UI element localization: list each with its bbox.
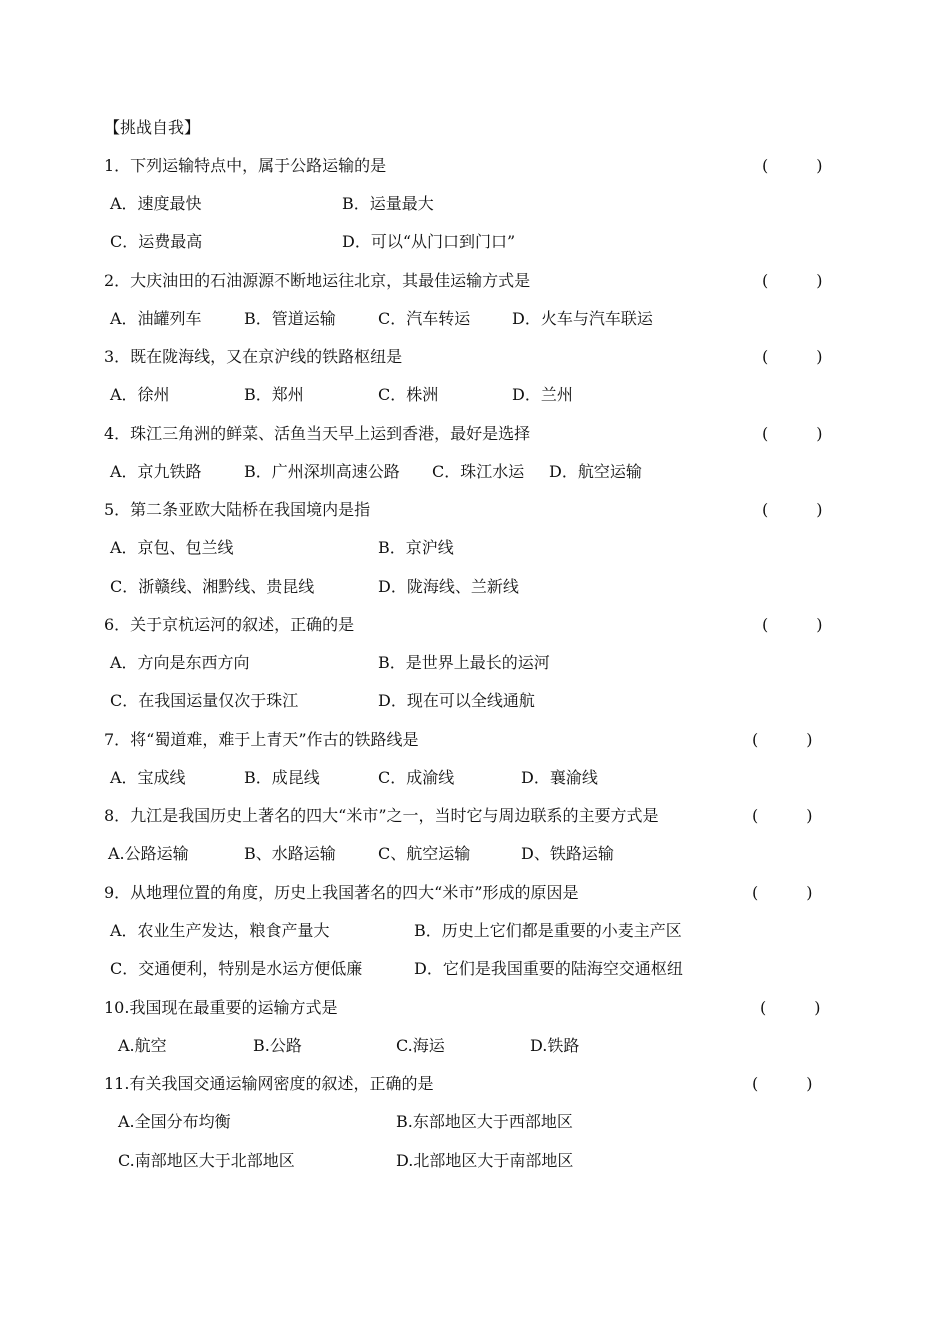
question-6-option-d: D．现在可以全线通航 — [378, 691, 535, 710]
question-6-stem: 6．关于京杭运河的叙述，正确的是 — [104, 615, 355, 634]
question-4-option-b: B．广州深圳高速公路 — [244, 462, 400, 481]
question-5-option-b: B．京沪线 — [378, 538, 454, 557]
question-9-option-a: A．农业生产发达，粮食产量大 — [110, 921, 330, 940]
question-10-option-b: B.公路 — [253, 1036, 302, 1055]
question-8-option-c: C、航空运输 — [378, 844, 471, 863]
question-7-option-b: B．成昆线 — [244, 768, 320, 787]
section-title: 【挑战自我】 — [104, 118, 201, 137]
question-6-option-b: B．是世界上最长的运河 — [378, 653, 550, 672]
question-8-option-d: D、铁路运输 — [521, 844, 614, 863]
question-3-option-a: A．徐州 — [110, 385, 170, 404]
question-3-option-c: C．株洲 — [378, 385, 439, 404]
question-7-answer-blank: ( ) — [752, 730, 813, 749]
question-2-option-c: C．汽车转运 — [378, 309, 471, 328]
question-9-answer-blank: ( ) — [752, 883, 813, 902]
question-1-stem: 1．下列运输特点中，属于公路运输的是 — [104, 156, 387, 175]
question-10-option-a: A.航空 — [118, 1036, 167, 1055]
question-5-answer-blank: ( ) — [762, 500, 823, 519]
question-4-answer-blank: ( ) — [762, 424, 823, 443]
question-8-stem: 8．九江是我国历史上著名的四大“米市”之一，当时它与周边联系的主要方式是 — [104, 806, 659, 825]
question-4-stem: 4．珠江三角洲的鲜菜、活鱼当天早上运到香港，最好是选择 — [104, 424, 531, 443]
question-3-answer-blank: ( ) — [762, 347, 823, 366]
question-2-option-a: A．油罐列车 — [110, 309, 202, 328]
question-1-option-b: B．运量最大 — [342, 194, 434, 213]
question-10-answer-blank: ( ) — [760, 998, 821, 1017]
question-11-option-a: A.全国分布均衡 — [118, 1112, 231, 1131]
question-8-option-b: B、水路运输 — [244, 844, 336, 863]
question-9-stem: 9．从地理位置的角度，历史上我国著名的四大“米市”形成的原因是 — [104, 883, 579, 902]
question-8-option-a: A.公路运输 — [108, 844, 189, 863]
question-2-option-d: D．火车与汽车联运 — [512, 309, 653, 328]
question-8-answer-blank: ( ) — [752, 806, 813, 825]
question-6-answer-blank: ( ) — [762, 615, 823, 634]
question-6-option-a: A．方向是东西方向 — [110, 653, 250, 672]
question-11-stem: 11.有关我国交通运输网密度的叙述，正确的是 — [104, 1074, 434, 1093]
question-9-option-c: C．交通便利，特别是水运方便低廉 — [110, 959, 363, 978]
question-6-option-c: C．在我国运量仅次于珠江 — [110, 691, 299, 710]
question-5-option-a: A．京包、包兰线 — [110, 538, 234, 557]
question-1-option-c: C．运费最高 — [110, 232, 203, 251]
question-11-option-b: B.东部地区大于西部地区 — [396, 1112, 573, 1131]
question-7-option-d: D．襄渝线 — [521, 768, 598, 787]
question-10-option-d: D.铁路 — [530, 1036, 580, 1055]
question-1-option-a: A．速度最快 — [110, 194, 202, 213]
question-7-option-c: C．成渝线 — [378, 768, 455, 787]
question-1-option-d: D．可以“从门口到门口” — [342, 232, 516, 251]
question-5-option-d: D．陇海线、兰新线 — [378, 577, 519, 596]
question-7-option-a: A．宝成线 — [110, 768, 186, 787]
question-5-stem: 5．第二条亚欧大陆桥在我国境内是指 — [104, 500, 371, 519]
question-10-stem: 10.我国现在最重要的运输方式是 — [104, 998, 338, 1017]
question-2-stem: 2．大庆油田的石油源源不断地运往北京，其最佳运输方式是 — [104, 271, 531, 290]
question-11-answer-blank: ( ) — [752, 1074, 813, 1093]
question-4-option-d: D．航空运输 — [549, 462, 642, 481]
question-5-option-c: C．浙赣线、湘黔线、贵昆线 — [110, 577, 315, 596]
question-7-stem: 7．将“蜀道难，难于上青天”作古的铁路线是 — [104, 730, 419, 749]
question-9-option-b: B．历史上它们都是重要的小麦主产区 — [414, 921, 682, 940]
question-11-option-c: C.南部地区大于北部地区 — [118, 1151, 295, 1170]
question-10-option-c: C.海运 — [396, 1036, 445, 1055]
question-3-option-d: D．兰州 — [512, 385, 573, 404]
question-2-answer-blank: ( ) — [762, 271, 823, 290]
question-9-option-d: D．它们是我国重要的陆海空交通枢纽 — [414, 959, 683, 978]
question-4-option-c: C．珠江水运 — [432, 462, 525, 481]
question-3-stem: 3．既在陇海线，又在京沪线的铁路枢纽是 — [104, 347, 403, 366]
question-4-option-a: A．京九铁路 — [110, 462, 202, 481]
question-2-option-b: B．管道运输 — [244, 309, 336, 328]
question-1-answer-blank: ( ) — [762, 156, 823, 175]
question-11-option-d: D.北部地区大于南部地区 — [396, 1151, 574, 1170]
question-3-option-b: B．郑州 — [244, 385, 304, 404]
